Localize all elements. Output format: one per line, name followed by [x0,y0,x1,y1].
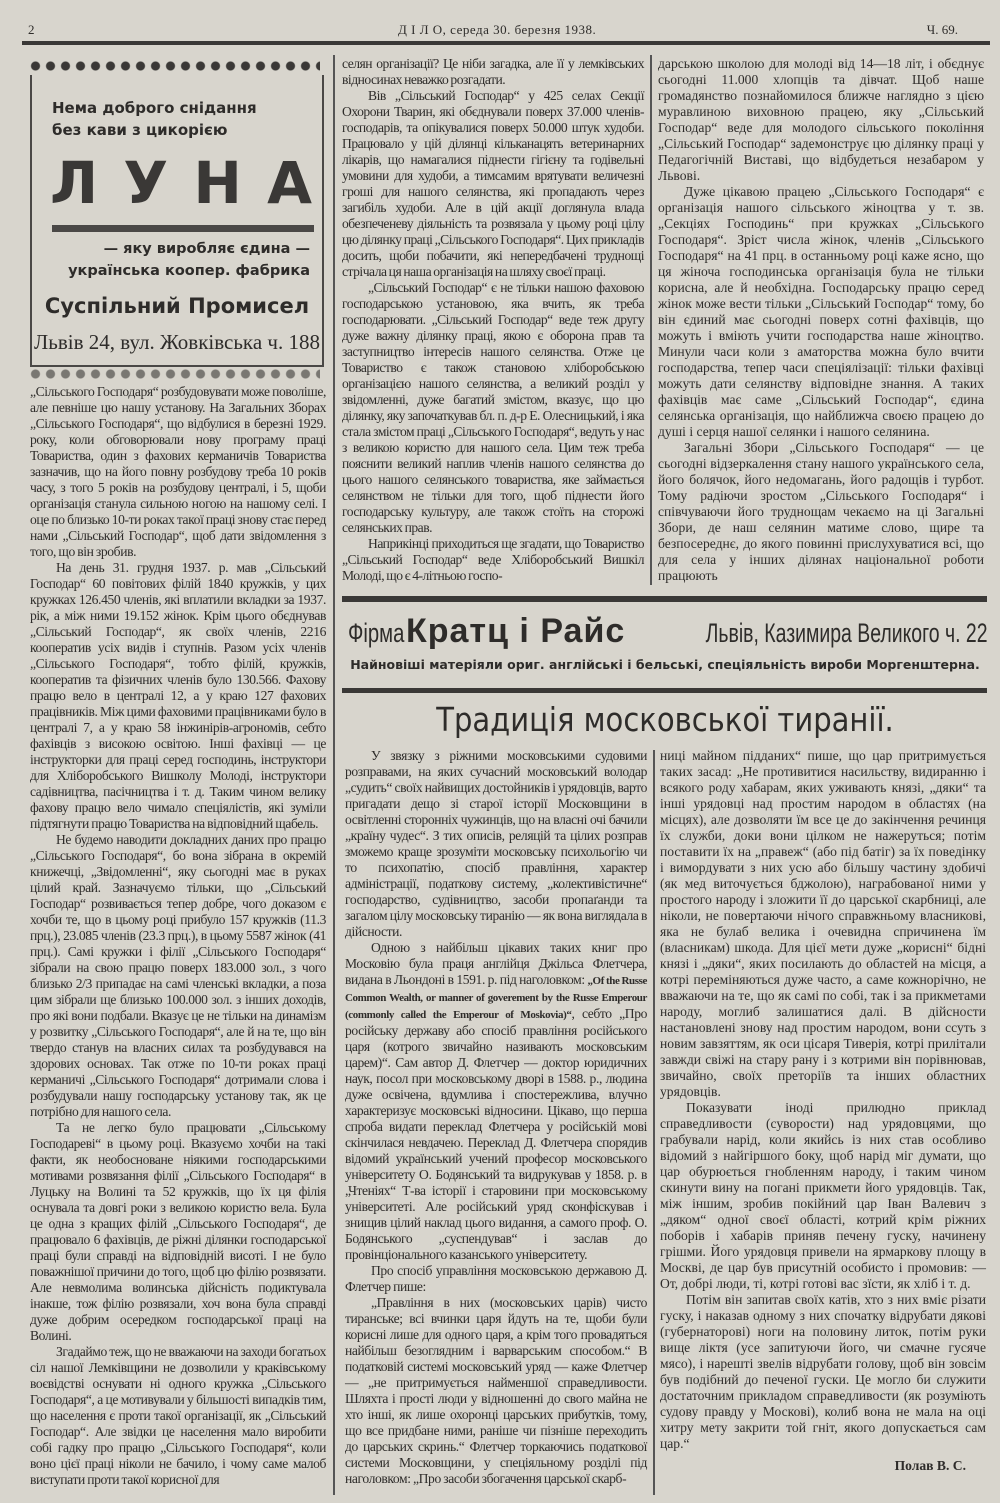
ad-luna-line1: Нема доброго снідання [52,99,257,117]
middle-column [342,56,644,584]
ad-rule-top [342,596,987,602]
ad-kratz-firm: Фірма [348,618,405,648]
ad-kratz-tagline: Найновіші матеріяли ориг. англійські і бельські, спеціяльність вироби Моргенштерна. [350,657,980,672]
page-number: 2 [28,22,35,37]
column-divider [653,750,655,1495]
ad-luna-headline [52,97,257,141]
header-rule [22,41,990,45]
ad-luna-line4: українська коопер. фабрика [68,263,310,279]
ad-kratz-name: Кратц і Райс [406,612,626,650]
article-column-1 [345,748,647,1487]
paragraph: Показувати іноді прилюдно приклад справедливости (суворости) над урядовцями, що грабували нарід, коли якийсь із них став особливо відомий з найгіршого боку, щоб нарід міг думати, що цар обурюється гнобленням народу, і таким чином скинути вину на погані прикмети його урядовців. Так, між іншим, зробив покійний цар Іван Валевич з „дяком“ одної своєї області, котрий крім ріжних поборів і хабарів приняв печену гуску, начинену грішми. Його урядовця привели на ярмаркову площу в Москві, де цар був присутній особисто і промовив: — От, добрі люди, ті, котрі готові вас зїсти, як хліб і т. д. [660,1100,986,1291]
paragraph: дарською школою для молоді від 14—18 літ, і обєднує сьогодні 11.000 хлопців та дівчат. Щоб наше громадянство познайомилося ближче наглядно з цією муравлиною виховною працею, яку „Сільський Господар“ веде для молодого сільського покоління „Сільський Господар“ задемонструє цю ділянку праці у Педагогічній Виставі, що відбудеться незабаром у Львові. [658,56,984,183]
ad-luna-address: Львів 24, вул. Жовківська ч. 188 [34,330,320,354]
ad-luna-line2: без кави з цикорією [52,121,228,139]
ad-luna [30,75,324,367]
text-run: Одною з найбільш цікавих таких книг про Московію була праця англійця Джільса Флетчера, видана в Льондоні в 1591. р. під наголовком: [345,940,647,987]
paragraph: Та не легко було працювати „Сільському Господареві“ в цьому році. Вказуємо хочби на такі факти, як необосноване ніякими господарськими мотивами розвязання філії „Сільського Господаря“ в Луцьку на Волині та 52 кружків, що їх ця філія оснувала та довгі роки з великою користю вела. Була це одна з кращих філій „Сільського Господаря“, де працювало 6 фахівців, де ріжні ділянки господарської праці були справді на відповідній висоті. І не було поважнішої причини до того, щоб цю філію розвязати. Але невмолима волинська дійсність подиктувала інакше, тож філію розвязали, хоч вона була справді дуже добрим осередком господарської праці на Волині. [30,1120,326,1343]
paragraph: Вів „Сільський Господар“ у 425 селах Секції Охорони Тварин, які обєднували поверх 37.000 членів-господарів, та опікувалися поверх 50.000 штук худоби. Працювало у цій ділянці кільканацять ветеринарних лікарів, що намагалися піднести гігієну та годівельні умовини для худоби, а тимсамим врятувати величезні гроші для нашого селянства, які пропадають через загибіль худоби. Але в цій акції доглянула влада обезпеченеву діяльність та розвязала у цьому році цілу цю ділянку праці „Сільського Господаря“. Цих прикладів досить, щоби побачити, які непередбачені труднощі стрічала ця наша організація на шляху своєї праці. [342,88,644,279]
brand-letter: А [267,149,312,217]
brand-letter: Л [50,149,99,217]
paragraph: „Сільського Господаря“ розбудовувати може поволіше, але певніше цю нашу установу. На Загальних Зборах „Сільського Господаря“, що відбулися в березні 1929. року, коли обговорювали нову програму праці Товариства, один з фахових керманичів Товариства зазначив, що на його повну розбудову треба 10 років часу, з того 5 років на розбудову централі, і 5, щоби організація станула сильною ногою на нашому селі. І оце по близько 10-ти роках такої праці знову стає перед нами „Сільський Господар“, щоб дати звідомлення з того, що він зробив. [30,384,326,559]
ad-luna-maker [68,238,310,282]
ad-rule-bottom [342,688,987,693]
article-signature: Полав В. С. [894,1458,966,1473]
article-title: Традиція московської тиранії. [436,700,894,739]
paragraph: „Правління в них (московських царів) чисто тиранське; всі вчинки царя йдуть на те, щоби були корисні лише для одного царя, а крім того провадяться найбільш безоглядним і варварським способом.“ В податковій системі московський уряд — каже Флетчер — „не притримується найменшої справедливости. Шляхта і прості люди у відношенні до свого майна не хто інші, як лише охоронці царських прибутків, тому, що все придбане ними, раніше чи пізніше переходить до царських скринь.“ Флетчер торкаючись податкової системи Московщини, у спеціяльному розділі під наголовком: „Про засоби збогачення царської скарб- [345,1295,647,1486]
paragraph: селян організації? Це ніби загадка, але її у лемківських відносинах неважко розгадати. [342,56,644,87]
ad-kratz-address: Львів, Казимира Великого ч. 22 [706,618,988,648]
paragraph: У звязку з ріжними московськими судовими розправами, на яких сучасний московський володар „судить“ своїх найвищих достойників і урядовців, варто пригадати дещо зі старої історії Московщини в освітленні сторонніх чужинців, що на власні очі бачили „країну чудес“. З тих описів, реляцій та цілих розправ зможемо краще зрозуміти московську психольогію чи то психопатію, спосіб правління, характер адміністрації, податкову систему, „колективістичне“ господарство, судівництво, засоби пропаґанди та загалом цілу московську тиранію — як вона виглядала в дійсности. [345,748,647,939]
ad-luna-line3: — яку виробляє єдина — [103,241,310,257]
paragraph: Не будемо наводити докладних даних про працю „Сільського Господаря“, бо вона зібрана в окремій книжечці, „Звідомленні“, яку сьогодні має в руках цілий край. Зазначуємо тільки, що „Сільський Господар“ розвивається тепер добре, чого доказом є хочби те, що в цьому році прибуло 157 кружків (11.3 прц.), 23.085 членів (23.3 прц.), в цьому 5587 жінок (41 прц.). Самі кружки і філії „Сільського Господаря“ зібрали на свою працю поверх 183.000 зол., з чого близько 2/3 припадає на самі членські вкладки, а поза цим зібрали ще близько 100.000 зол. з інших доходів, про які вони подбали. Вказує це не тільки на динамізм у розвитку „Сільського Господаря“, але й на те, що він твердо станув на власних силах та розбудувався на здорових основах. Так отже по 10-ти роках праці керманичі „Сільського Господаря“ дотримали слова і розбудували нашу господарську установу так, як це потрібно для нашого села. [30,832,326,1119]
ad-dotted-border [28,60,320,72]
ad-luna-brand [50,149,312,217]
brand-letter: Н [193,149,242,217]
left-column [30,384,326,1488]
paragraph: Згадаймо теж, що не вважаючи на заходи богатьох сіл нашої Лемківщини не дозволили у краківському воєвідстві оснувати ні одного кружка „Сільського Господаря“, а це мотивували у більшості випадків тим, що населення є проти такої організації, як „Сільський Господар“. Але звідки це населення мало виробити собі гадку про працю „Сільського Господаря“, коли воно цієї праці ніколи не бачило, і чому саме малоб виступати проти такої корисної для [30,1344,326,1487]
right-column [658,56,984,584]
issue-number: Ч. 69. [926,22,958,37]
paragraph: На день 31. грудня 1937. р. мав „Сільський Господар“ 60 повітових філій 1840 кружків, у цих кружках 126.450 членів, які вплатили вкладки за 1937. рік, а між ними 19.152 жінок. Крім цього обєднував „Сільський Господар“, як своїх членів, 2216 кооператив усіх видів і ступнів. Разом усіх членів „Сільського Господаря“, тобто філій, кружків, кооператив та фізичних членів було 130.566. Фахову працю вело в централі 12, а у краю 127 фахових працівників. Між цими фаховими працівниками було в централі 7, а у краю 58 інжинірів-агрономів, себто фахівців з високою освітою. Інші фахівці — це інструкторки для праці серед господинь, інструктори для Хліборобського Вишколу Молоді, інструктори садівництва, пасічництва і т. д. Таким чином велику фахову працю вело чимало спеціялістів, які зуміли підтягнути працю Товариства на відповідний щабель. [30,560,326,831]
paragraph: Про спосіб управління московською державою Д. Флетчер пише: [345,1263,647,1294]
ad-dotted-border [28,368,320,380]
page-header [28,22,988,38]
brand-letter: У [123,149,169,217]
paragraph: ниці майном підданих“ пише, що цар притримується таких засад: „Не противитися насильству, видиранню і всякого роду хабарам, яких уживають князі, „дяки“ та інші урядовці над простим народом в областях (на місцях), але дозволяти їм все це до закінчення речинця їх служби, доки вони цілком не нажеруться; потім поставити їх на „правеж“ (або під батіг) за їх поведінку і вимордувати з них усю або більшу частину здобичі (як мед виточується бджолою), награбованої ними у простого народу і зложити її до царської скарбниці, але ніколи, не повертаючи нічого справжньому власникові, яка не булаб велика і очевидна спричинена їм (власникам) шкода. Для цієї мети дуже „корисні“ бідні князі і „дяки“, яких посилають до областей на місця, а котрі переміняються дуже часто, а саме кожнорічно, не вважаючи на те, що як самі по собі, так і за прикметами народу, моглиб залишатися далі. В дійсности настановлені знову над простим народом, вони ссуть з новим завзяттям, як оси цісаря Тиверія, котрі прилітали завжди свіжі на стару рану і з котрими він порівнював, звичайно, своїх преторіїв та інших областних урядовців. [660,748,986,1099]
text-run: , себто „Про російську державу або спосіб правління російського царя (котрого звичайно називають московським царем)“. Сам автор Д. Флетчер — доктор юридичних наук, посол при московському дворі в 1588. р., людина дуже освічена, вдумлива і спостережлива, влучно характеризує московські відносини. Цікаво, що перша спроба видати переклад Флетчера у російській мові скінчилася невдачею. Переклад Д. Флетчера спорядив відомий український учений професор московського університету О. Бодянський та видрукував у 1858. р. в „Чтеніях“ Т-ва історії і старовини при московському університеті. Але російський уряд сконфіскував і знищив цілий наклад цього видання, а самого проф. О. Бодянського „суспендував“ і заслав до провінціонального казанського університету. [345,1006,647,1262]
ad-luna-company: Суспільний Промисел [44,294,310,318]
column-divider [650,55,652,585]
english-title: „Of the Russe Common Wealth, or manner of goverement by the Russe Emperour (commonly called the Emperour of Moskovia)“ [345,975,647,1021]
paragraph: Загальні Збори „Сільського Господаря“ — це сьогодні відзеркалення стану нашого українського села, його болячок, його недомагань, його радощів і турбот. Тому радіючи зростом „Сільського Господаря“ і співчуваючи його труднощам чекаємо на ці Загальні Збори, де наш селянин матиме слово, щире та безпосереднє, до якого повинні прислухуватися всі, що для села у інших ділянах національної роботи працюють [658,440,984,583]
paragraph: Дуже цікавою працею „Сільського Господаря“ є організація нашого сільського жіноцтва у т. зв. „Секціях Господинь“ при кружках „Сільського Господаря“. Зріст числа жінок, членів „Сільського Господаря“ на 41 прц. в останньому році каже ясно, що ця жіноча господинська організація була не тільки корисна, але й необхідна. Господарську працю серед жінок може вести тільки „Сільський Господар“ тому, бо він єдиний має сьогодні поверх сотні фахівців, що можуть і вміють учити господарства наше жіноцтво. Минули часи коли з аматорства можна було вчити господарства, тепер часи спеціялізації: тільки фахівці можуть дати селянству відповідне знання. А таких фахівців має саме „Сільський Господар“, єдина селянська організація, що найближча своєю працею до душі і серця нашої селянки і нашого селянина. [658,184,984,439]
masthead-date: Д І Л О, середа 30. березня 1938. [398,22,597,37]
article-column-2 [660,748,986,1474]
paragraph: Потім він запитав своїх катів, хто з них вміє різати гуску, і наказав одному з них спочатку відрубати дякові (губернаторові) ноги на половину литок, потім руки вище ліктя (усе запитуючи його, чи смачне гусяче мясо), і нарешті звелів відрубати голову, щоб він зовсім був подібний до печеної гуски. Це могло би служити достаточним прикладом справедливости (як розуміють судову правду у Москові), колиб вона не мала на оці хитру мету закрити той гніт, якого допускається сам цар.“ [660,1292,986,1451]
ad-kratz-rais [340,605,990,685]
ad-luna-bar [52,225,314,232]
paragraph: „Сільський Господар“ є не тільки нашою фаховою господарською установою, яка вчить, як треба господарювати. „Сільський Господар“ веде теж другу дуже важну ділянку праці, якою є оборона прав та заступництво інтересів нашого селянства. Отже це Товариство є також становою хліборобською організацією нашого селянства, а великий розділ у звідомленні, дуже багатий змістом, вказує, що цю ділянку, яку започаткував бл. п. д-р Е. Олесницький, і яка стала змістом праці „Сільського Господаря“, ведуть у нас з великою користю для нашого села. Цим теж треба пояснити великий наплив членів нашого селянства до цього нашого селянського товариства, яке займається селянством не тільки для того, щоб піднести його господарську культуру, але також стоїть на сторожі селянських прав. [342,280,644,535]
paragraph: Наприкінці приходиться ще згадати, що Товариство „Сільський Господар“ веде Хліборобський Вишкіл Молоді, що є 4-літньою госпо- [342,536,644,583]
ad-kratz-headline [348,611,988,653]
paragraph [345,940,647,1263]
column-divider [333,55,335,1495]
